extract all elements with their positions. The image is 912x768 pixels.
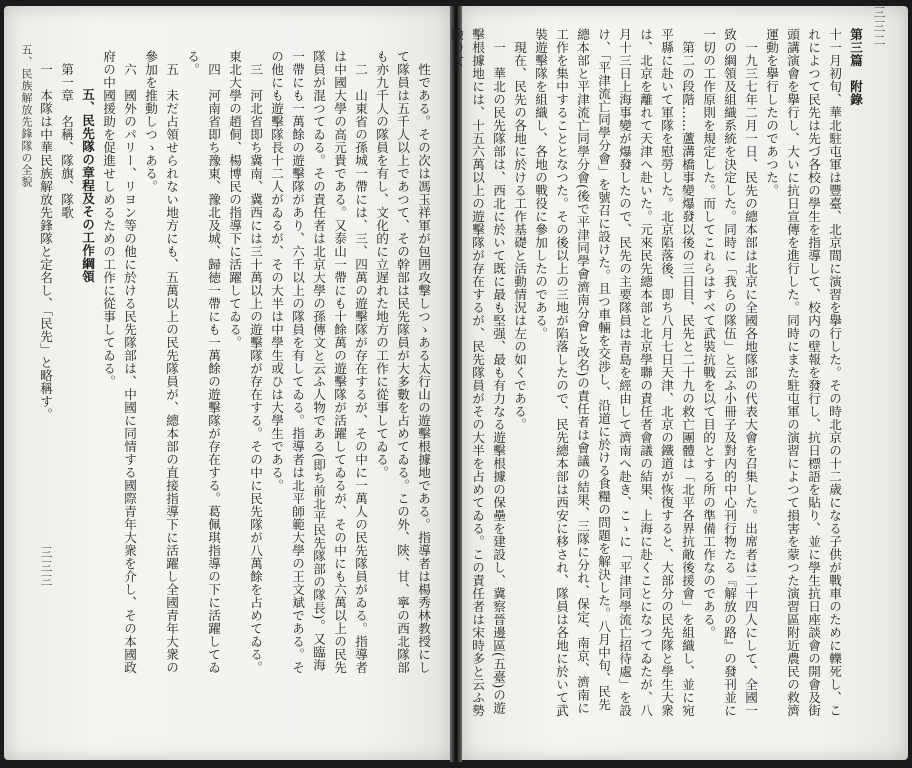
left-page-body [24,50,434,680]
paragraph: 五 未だ占領せられない地方にも、五萬以上の民先隊員が、總本部の直接指導下に活躍し全國青年大衆の參加を推動しつゝある。 [143,50,179,674]
running-title: 五、民族解放先鋒隊の全貌 [20,44,33,188]
chapter-heading: 第一章 名稱、隊旗、隊歌 [59,62,74,219]
paragraph: 六 國外のパリー、リヨン等の他に於ける民先隊部は、中國に同情する國際青年大衆を介し、その本國政府の中國援助を促進せしめるための工作に從事してゐる。 [101,50,137,674]
open-book [4,6,908,762]
paragraph: 一 本隊は中華民族解放先鋒隊と定名し、「民先」と略稱す。 [38,62,53,421]
section-header: 第三篇 附錄 [848,28,863,106]
paragraph: 四 河南省即ち豫東、豫北及城、歸徳一帶にも一萬餘の遊擊隊が存在する。葛佩琪指導の下に活躍してゐる。 [185,50,221,674]
section-heading: 五、民先隊の章程及その工作綱領 [80,87,95,283]
paragraph: 一 華北の民先隊部は、西北に於いて既に最も堅强、最も有力なる遊擊根據の保壘を建設し、冀察晉邊區(五臺)の遊擊根據地には、十五六萬以上の遊擊隊が存在するが、民先隊員がその大半を占めてゐる。この責任者は宋時多と云ふ勢險の女 [449,28,506,717]
right-page [449,6,908,760]
paragraph: 性である。その次は馮玉祥軍が包囲攻撃しつゝある太行山の遊擊根據地である。指導者は楊秀林教授にして隊員は五千人以上であつて、その幹部は民先隊員が大多數を占めてゐる。この外、陝、甘、寧の西北隊部も亦九千人の隊員を有し、文化的に立遅れた地方の工作に從事してゐる。 [374,50,431,674]
paragraph: 一九三七年二月一日、民先の總本部は北京に全國各地隊部の代表大會を召集した。出席者は二十四人にして、全國一致の綱領及組織系統を決定した。同時に「我らの隊伍」と云ふ小冊子及對内的中心刊行物たる『解放の路』の發刊並に一切の工作原則を規定した。而してこれらはすべて武裝抗戰を以て目的とする所の準備工作なのである。 [701,28,758,717]
paragraph: 現在、民先の各地に於ける工作基礎と活動情況は左の如くである。 [512,40,527,431]
page-number: 三三三 [39,546,53,588]
paragraph: 十一月初旬、華北駐屯軍は豐臺、北京間に演習を擧行した。その時北京の十二歳になる子供が戰車のために轢死し、これによつて民先は先づ各校の學生を指導して、校内の壁報を發行し、抗日標語を貼り、並に學生抗日座談會の開會及街頭講演會を擧行し、大いに抗日宣傳を進行した。同時にまた駐屯軍の演習によつて損害を蒙つた演習區附近農民の救濟運動を擧行したのであつた。 [764,28,842,717]
paragraph: 二 山東省の孫城一帶には、三、四萬の遊擊隊が存在するが、その中に一萬人の民先隊員がゐる。指導者は中國大學の高元貴である。又泰山一帶にも十餘萬の遊擊隊が活躍してゐるが、その中にも六萬以上の民先隊員が混つてゐる。その責任者は北京大學の孫傳文と云ふ人物である(即ち前北平民先隊部の隊長)。又臨海一帶にも一萬餘の遊擊隊があり、六千以上の隊員を有してゐる。指導者は北平師範大學の王文斌である。その他にも遊擊隊長十二人がゐるが、その大半は中學生或ひは大學生である。 [269,50,368,674]
paragraph: 第二の段階……蘆溝橋事變爆發以後の三日目、民先と二十九の救亡團體は「北平各界抗敵後援會」を組織し、並に宛平縣に赴いて軍隊を慰勞した。北京陷落後、即ち八月七日天津、北京の鐵道が恢復すると、大部分の民先隊と學生大衆は、北京を離れて天津へ赴いた。元來民先總本部と北京學聯の責任者會議の結果、上海に赴くことになつてゐたが、八月十三日上海事變が爆發したので、民先の主要隊員は青島を經由して濟南へ赴き、こゝに「平津同學流亡招待處」を設け、「平津流亡同學分會」を號召に設けた。且つ車輛を交渉し、沿道に於ける食糧の問題を解決した。八月中旬、民先總本部と平津流亡同學分會(後で平津同學會濟南分會と改名)の責任者は會議の結果、三隊に分れ、保定、南京、濟南に工作を集中することとなつた。その後以上の三地が陷落したので、民先總本部は西安に移され、隊員は各地に於いて武裝遊擊隊を組織し、各地の戰役に參加したのである。 [533,28,695,717]
paragraph: 三 河北省即ち冀南、冀西には三十萬以上の遊擊隊が存在する。その中に民先隊が八萬餘を占めてゐる。東北大學の趙侗、楊博民の指導下に活躍してゐる。 [227,50,263,674]
left-page [4,6,450,760]
page-number: 三三二 [872,6,886,48]
right-page-body [449,28,866,718]
